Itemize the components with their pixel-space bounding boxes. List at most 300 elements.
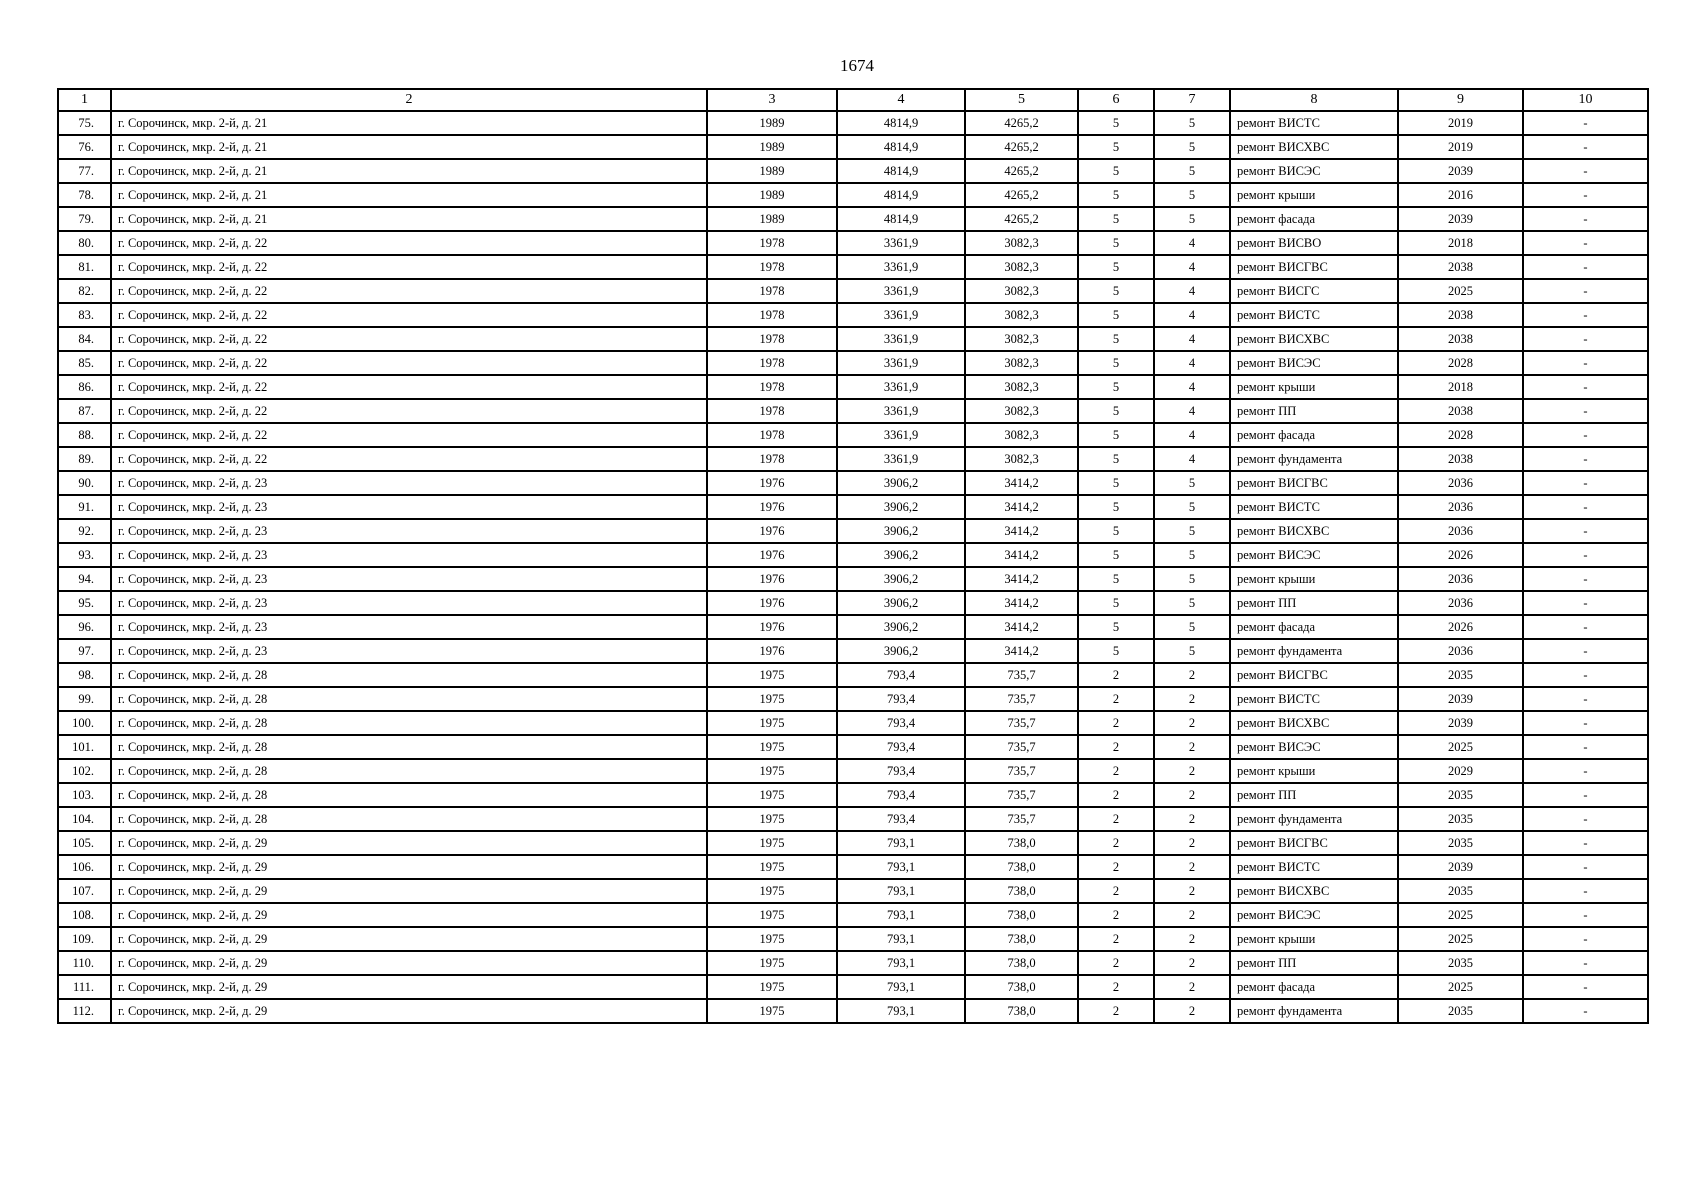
planned-year-cell: 2038: [1398, 399, 1523, 423]
residential-area-cell: 3414,2: [965, 567, 1078, 591]
total-area-cell: 3361,9: [837, 303, 965, 327]
floors-cell: 5: [1078, 183, 1154, 207]
table-row: [58, 327, 1648, 351]
residential-area-cell: 735,7: [965, 711, 1078, 735]
floors-cell: 2: [1078, 783, 1154, 807]
cell-10-cell: -: [1523, 975, 1648, 999]
column-header-5: 5: [965, 89, 1078, 111]
cell-10-cell: -: [1523, 327, 1648, 351]
entrances-cell: 2: [1154, 807, 1230, 831]
table-row: [58, 495, 1648, 519]
work-type-cell: ремонт фундамента: [1230, 807, 1398, 831]
residential-area-cell: 735,7: [965, 663, 1078, 687]
planned-year-cell: 2018: [1398, 231, 1523, 255]
table-row: [58, 879, 1648, 903]
table-row: [58, 807, 1648, 831]
residential-area-cell: 3414,2: [965, 519, 1078, 543]
planned-year-cell: 2025: [1398, 903, 1523, 927]
planned-year-cell: 2016: [1398, 183, 1523, 207]
row-number-cell: 110.: [58, 951, 111, 975]
year-built-cell: 1975: [707, 735, 837, 759]
residential-area-cell: 4265,2: [965, 183, 1078, 207]
planned-year-cell: 2039: [1398, 711, 1523, 735]
work-type-cell: ремонт крыши: [1230, 567, 1398, 591]
work-type-cell: ремонт ВИСТС: [1230, 495, 1398, 519]
floors-cell: 2: [1078, 687, 1154, 711]
year-built-cell: 1975: [707, 927, 837, 951]
row-number-cell: 105.: [58, 831, 111, 855]
residential-area-cell: 3414,2: [965, 639, 1078, 663]
floors-cell: 5: [1078, 255, 1154, 279]
cell-10-cell: -: [1523, 999, 1648, 1023]
entrances-cell: 5: [1154, 615, 1230, 639]
header-row: [58, 89, 1648, 111]
planned-year-cell: 2036: [1398, 591, 1523, 615]
column-header-3: 3: [707, 89, 837, 111]
table-row: [58, 279, 1648, 303]
floors-cell: 5: [1078, 399, 1154, 423]
work-type-cell: ремонт ВИСГС: [1230, 279, 1398, 303]
floors-cell: 5: [1078, 471, 1154, 495]
planned-year-cell: 2038: [1398, 303, 1523, 327]
year-built-cell: 1976: [707, 543, 837, 567]
planned-year-cell: 2025: [1398, 927, 1523, 951]
floors-cell: 2: [1078, 831, 1154, 855]
total-area-cell: 3361,9: [837, 399, 965, 423]
floors-cell: 5: [1078, 591, 1154, 615]
cell-10-cell: -: [1523, 855, 1648, 879]
column-header-1: 1: [58, 89, 111, 111]
planned-year-cell: 2039: [1398, 207, 1523, 231]
table-row: [58, 735, 1648, 759]
entrances-cell: 2: [1154, 687, 1230, 711]
cell-10-cell: -: [1523, 351, 1648, 375]
entrances-cell: 4: [1154, 303, 1230, 327]
work-type-cell: ремонт ВИСТС: [1230, 111, 1398, 135]
entrances-cell: 5: [1154, 591, 1230, 615]
total-area-cell: 3361,9: [837, 447, 965, 471]
cell-10-cell: -: [1523, 903, 1648, 927]
residential-area-cell: 3082,3: [965, 423, 1078, 447]
planned-year-cell: 2035: [1398, 663, 1523, 687]
entrances-cell: 2: [1154, 879, 1230, 903]
row-number-cell: 112.: [58, 999, 111, 1023]
row-number-cell: 90.: [58, 471, 111, 495]
planned-year-cell: 2035: [1398, 999, 1523, 1023]
table-row: [58, 687, 1648, 711]
work-type-cell: ремонт ВИСТС: [1230, 687, 1398, 711]
year-built-cell: 1978: [707, 447, 837, 471]
total-area-cell: 793,1: [837, 855, 965, 879]
year-built-cell: 1978: [707, 351, 837, 375]
entrances-cell: 5: [1154, 111, 1230, 135]
year-built-cell: 1975: [707, 831, 837, 855]
row-number-cell: 111.: [58, 975, 111, 999]
total-area-cell: 3361,9: [837, 231, 965, 255]
residential-area-cell: 4265,2: [965, 135, 1078, 159]
table-body: [58, 111, 1648, 1023]
residential-area-cell: 738,0: [965, 927, 1078, 951]
entrances-cell: 5: [1154, 135, 1230, 159]
row-number-cell: 75.: [58, 111, 111, 135]
address-cell: г. Сорочинск, мкр. 2-й, д. 21: [111, 207, 707, 231]
year-built-cell: 1989: [707, 111, 837, 135]
floors-cell: 5: [1078, 135, 1154, 159]
table-row: [58, 951, 1648, 975]
table-row: [58, 255, 1648, 279]
year-built-cell: 1975: [707, 687, 837, 711]
entrances-cell: 2: [1154, 663, 1230, 687]
row-number-cell: 92.: [58, 519, 111, 543]
residential-area-cell: 3082,3: [965, 351, 1078, 375]
planned-year-cell: 2025: [1398, 279, 1523, 303]
work-type-cell: ремонт ВИСХВС: [1230, 711, 1398, 735]
row-number-cell: 109.: [58, 927, 111, 951]
floors-cell: 5: [1078, 543, 1154, 567]
table-row: [58, 855, 1648, 879]
row-number-cell: 86.: [58, 375, 111, 399]
planned-year-cell: 2038: [1398, 327, 1523, 351]
address-cell: г. Сорочинск, мкр. 2-й, д. 22: [111, 327, 707, 351]
residential-area-cell: 3082,3: [965, 303, 1078, 327]
residential-area-cell: 735,7: [965, 783, 1078, 807]
cell-10-cell: -: [1523, 423, 1648, 447]
work-type-cell: ремонт ВИСХВС: [1230, 135, 1398, 159]
floors-cell: 2: [1078, 975, 1154, 999]
year-built-cell: 1978: [707, 279, 837, 303]
entrances-cell: 2: [1154, 711, 1230, 735]
total-area-cell: 3906,2: [837, 543, 965, 567]
residential-area-cell: 735,7: [965, 759, 1078, 783]
entrances-cell: 2: [1154, 903, 1230, 927]
entrances-cell: 4: [1154, 399, 1230, 423]
total-area-cell: 3361,9: [837, 423, 965, 447]
cell-10-cell: -: [1523, 159, 1648, 183]
cell-10-cell: -: [1523, 447, 1648, 471]
entrances-cell: 2: [1154, 999, 1230, 1023]
work-type-cell: ремонт ВИСХВС: [1230, 879, 1398, 903]
residential-area-cell: 3082,3: [965, 447, 1078, 471]
cell-10-cell: -: [1523, 951, 1648, 975]
work-type-cell: ремонт фасада: [1230, 615, 1398, 639]
entrances-cell: 5: [1154, 543, 1230, 567]
row-number-cell: 91.: [58, 495, 111, 519]
residential-area-cell: 3414,2: [965, 471, 1078, 495]
table-row: [58, 423, 1648, 447]
cell-10-cell: -: [1523, 831, 1648, 855]
column-header-6: 6: [1078, 89, 1154, 111]
planned-year-cell: 2026: [1398, 615, 1523, 639]
cell-10-cell: -: [1523, 735, 1648, 759]
planned-year-cell: 2025: [1398, 735, 1523, 759]
work-type-cell: ремонт ВИСГВС: [1230, 255, 1398, 279]
entrances-cell: 4: [1154, 231, 1230, 255]
entrances-cell: 4: [1154, 447, 1230, 471]
table-row: [58, 351, 1648, 375]
address-cell: г. Сорочинск, мкр. 2-й, д. 22: [111, 303, 707, 327]
cell-10-cell: -: [1523, 183, 1648, 207]
floors-cell: 5: [1078, 423, 1154, 447]
table-row: [58, 375, 1648, 399]
column-header-9: 9: [1398, 89, 1523, 111]
planned-year-cell: 2035: [1398, 831, 1523, 855]
table-row: [58, 975, 1648, 999]
table-row: [58, 711, 1648, 735]
floors-cell: 5: [1078, 567, 1154, 591]
residential-area-cell: 3082,3: [965, 375, 1078, 399]
column-header-2: 2: [111, 89, 707, 111]
year-built-cell: 1975: [707, 975, 837, 999]
work-type-cell: ремонт фасада: [1230, 207, 1398, 231]
entrances-cell: 2: [1154, 759, 1230, 783]
cell-10-cell: -: [1523, 879, 1648, 903]
planned-year-cell: 2036: [1398, 639, 1523, 663]
row-number-cell: 82.: [58, 279, 111, 303]
year-built-cell: 1978: [707, 399, 837, 423]
cell-10-cell: -: [1523, 567, 1648, 591]
address-cell: г. Сорочинск, мкр. 2-й, д. 22: [111, 447, 707, 471]
floors-cell: 5: [1078, 351, 1154, 375]
total-area-cell: 3906,2: [837, 567, 965, 591]
entrances-cell: 4: [1154, 327, 1230, 351]
address-cell: г. Сорочинск, мкр. 2-й, д. 28: [111, 759, 707, 783]
total-area-cell: 793,1: [837, 831, 965, 855]
cell-10-cell: -: [1523, 279, 1648, 303]
total-area-cell: 3906,2: [837, 639, 965, 663]
row-number-cell: 84.: [58, 327, 111, 351]
year-built-cell: 1975: [707, 783, 837, 807]
total-area-cell: 793,4: [837, 711, 965, 735]
total-area-cell: 793,4: [837, 783, 965, 807]
table-row: [58, 999, 1648, 1023]
planned-year-cell: 2038: [1398, 447, 1523, 471]
total-area-cell: 4814,9: [837, 159, 965, 183]
work-type-cell: ремонт крыши: [1230, 759, 1398, 783]
work-type-cell: ремонт ВИСГВС: [1230, 471, 1398, 495]
entrances-cell: 5: [1154, 183, 1230, 207]
row-number-cell: 94.: [58, 567, 111, 591]
cell-10-cell: -: [1523, 687, 1648, 711]
column-header-4: 4: [837, 89, 965, 111]
year-built-cell: 1976: [707, 615, 837, 639]
total-area-cell: 3361,9: [837, 255, 965, 279]
entrances-cell: 2: [1154, 831, 1230, 855]
work-type-cell: ремонт крыши: [1230, 927, 1398, 951]
planned-year-cell: 2019: [1398, 111, 1523, 135]
planned-year-cell: 2036: [1398, 471, 1523, 495]
address-cell: г. Сорочинск, мкр. 2-й, д. 22: [111, 279, 707, 303]
floors-cell: 5: [1078, 447, 1154, 471]
work-type-cell: ремонт ВИСЭС: [1230, 903, 1398, 927]
row-number-cell: 79.: [58, 207, 111, 231]
entrances-cell: 2: [1154, 735, 1230, 759]
entrances-cell: 4: [1154, 423, 1230, 447]
entrances-cell: 4: [1154, 255, 1230, 279]
address-cell: г. Сорочинск, мкр. 2-й, д. 23: [111, 519, 707, 543]
floors-cell: 5: [1078, 303, 1154, 327]
table-row: [58, 159, 1648, 183]
floors-cell: 5: [1078, 519, 1154, 543]
cell-10-cell: -: [1523, 711, 1648, 735]
residential-area-cell: 3082,3: [965, 255, 1078, 279]
row-number-cell: 87.: [58, 399, 111, 423]
floors-cell: 5: [1078, 159, 1154, 183]
work-type-cell: ремонт ВИСВО: [1230, 231, 1398, 255]
total-area-cell: 793,1: [837, 999, 965, 1023]
cell-10-cell: -: [1523, 303, 1648, 327]
work-type-cell: ремонт ПП: [1230, 951, 1398, 975]
total-area-cell: 793,1: [837, 903, 965, 927]
work-type-cell: ремонт ВИСЭС: [1230, 735, 1398, 759]
address-cell: г. Сорочинск, мкр. 2-й, д. 23: [111, 471, 707, 495]
address-cell: г. Сорочинск, мкр. 2-й, д. 21: [111, 183, 707, 207]
floors-cell: 2: [1078, 879, 1154, 903]
residential-area-cell: 4265,2: [965, 207, 1078, 231]
address-cell: г. Сорочинск, мкр. 2-й, д. 23: [111, 615, 707, 639]
floors-cell: 5: [1078, 615, 1154, 639]
total-area-cell: 3906,2: [837, 615, 965, 639]
year-built-cell: 1978: [707, 255, 837, 279]
address-cell: г. Сорочинск, мкр. 2-й, д. 28: [111, 687, 707, 711]
column-header-8: 8: [1230, 89, 1398, 111]
planned-year-cell: 2035: [1398, 783, 1523, 807]
address-cell: г. Сорочинск, мкр. 2-й, д. 22: [111, 399, 707, 423]
residential-area-cell: 735,7: [965, 735, 1078, 759]
row-number-cell: 99.: [58, 687, 111, 711]
address-cell: г. Сорочинск, мкр. 2-й, д. 23: [111, 495, 707, 519]
table-row: [58, 519, 1648, 543]
table-row: [58, 639, 1648, 663]
table-row: [58, 663, 1648, 687]
floors-cell: 2: [1078, 927, 1154, 951]
address-cell: г. Сорочинск, мкр. 2-й, д. 29: [111, 951, 707, 975]
planned-year-cell: 2026: [1398, 543, 1523, 567]
planned-year-cell: 2025: [1398, 975, 1523, 999]
address-cell: г. Сорочинск, мкр. 2-й, д. 22: [111, 375, 707, 399]
total-area-cell: 3906,2: [837, 495, 965, 519]
address-cell: г. Сорочинск, мкр. 2-й, д. 23: [111, 567, 707, 591]
table-row: [58, 783, 1648, 807]
table-row: [58, 903, 1648, 927]
planned-year-cell: 2039: [1398, 855, 1523, 879]
planned-year-cell: 2039: [1398, 159, 1523, 183]
table-row: [58, 399, 1648, 423]
total-area-cell: 793,4: [837, 759, 965, 783]
table-row: [58, 207, 1648, 231]
residential-area-cell: 3414,2: [965, 591, 1078, 615]
work-type-cell: ремонт ПП: [1230, 591, 1398, 615]
residential-area-cell: 735,7: [965, 687, 1078, 711]
entrances-cell: 5: [1154, 567, 1230, 591]
row-number-cell: 77.: [58, 159, 111, 183]
year-built-cell: 1978: [707, 327, 837, 351]
table-row: [58, 135, 1648, 159]
row-number-cell: 108.: [58, 903, 111, 927]
work-type-cell: ремонт ВИСЭС: [1230, 159, 1398, 183]
cell-10-cell: -: [1523, 783, 1648, 807]
residential-area-cell: 3082,3: [965, 231, 1078, 255]
cell-10-cell: -: [1523, 591, 1648, 615]
year-built-cell: 1975: [707, 759, 837, 783]
table-row: [58, 543, 1648, 567]
cell-10-cell: -: [1523, 135, 1648, 159]
floors-cell: 5: [1078, 375, 1154, 399]
cell-10-cell: -: [1523, 927, 1648, 951]
residential-area-cell: 4265,2: [965, 159, 1078, 183]
table-row: [58, 591, 1648, 615]
row-number-cell: 106.: [58, 855, 111, 879]
address-cell: г. Сорочинск, мкр. 2-й, д. 28: [111, 711, 707, 735]
entrances-cell: 5: [1154, 495, 1230, 519]
work-type-cell: ремонт ВИСЭС: [1230, 351, 1398, 375]
entrances-cell: 5: [1154, 159, 1230, 183]
address-cell: г. Сорочинск, мкр. 2-й, д. 23: [111, 639, 707, 663]
row-number-cell: 98.: [58, 663, 111, 687]
residential-area-cell: 738,0: [965, 855, 1078, 879]
work-type-cell: ремонт крыши: [1230, 183, 1398, 207]
year-built-cell: 1976: [707, 591, 837, 615]
year-built-cell: 1978: [707, 303, 837, 327]
address-cell: г. Сорочинск, мкр. 2-й, д. 29: [111, 999, 707, 1023]
table-row: [58, 303, 1648, 327]
address-cell: г. Сорочинск, мкр. 2-й, д. 22: [111, 351, 707, 375]
row-number-cell: 93.: [58, 543, 111, 567]
work-type-cell: ремонт фундамента: [1230, 999, 1398, 1023]
year-built-cell: 1978: [707, 231, 837, 255]
planned-year-cell: 2036: [1398, 567, 1523, 591]
planned-year-cell: 2028: [1398, 423, 1523, 447]
work-type-cell: ремонт ПП: [1230, 399, 1398, 423]
planned-year-cell: 2035: [1398, 951, 1523, 975]
address-cell: г. Сорочинск, мкр. 2-й, д. 23: [111, 543, 707, 567]
cell-10-cell: -: [1523, 111, 1648, 135]
year-built-cell: 1976: [707, 639, 837, 663]
year-built-cell: 1976: [707, 495, 837, 519]
year-built-cell: 1976: [707, 519, 837, 543]
column-header-7: 7: [1154, 89, 1230, 111]
floors-cell: 2: [1078, 903, 1154, 927]
floors-cell: 2: [1078, 663, 1154, 687]
floors-cell: 5: [1078, 207, 1154, 231]
table-row: [58, 471, 1648, 495]
row-number-cell: 89.: [58, 447, 111, 471]
work-type-cell: ремонт ВИСТС: [1230, 855, 1398, 879]
residential-area-cell: 738,0: [965, 975, 1078, 999]
entrances-cell: 5: [1154, 639, 1230, 663]
table-row: [58, 615, 1648, 639]
planned-year-cell: 2019: [1398, 135, 1523, 159]
residential-area-cell: 3082,3: [965, 327, 1078, 351]
floors-cell: 5: [1078, 327, 1154, 351]
address-cell: г. Сорочинск, мкр. 2-й, д. 29: [111, 903, 707, 927]
year-built-cell: 1976: [707, 567, 837, 591]
total-area-cell: 4814,9: [837, 183, 965, 207]
year-built-cell: 1975: [707, 711, 837, 735]
floors-cell: 2: [1078, 951, 1154, 975]
year-built-cell: 1989: [707, 135, 837, 159]
address-cell: г. Сорочинск, мкр. 2-й, д. 29: [111, 855, 707, 879]
row-number-cell: 96.: [58, 615, 111, 639]
residential-area-cell: 3414,2: [965, 615, 1078, 639]
total-area-cell: 3906,2: [837, 471, 965, 495]
address-cell: г. Сорочинск, мкр. 2-й, д. 21: [111, 135, 707, 159]
row-number-cell: 103.: [58, 783, 111, 807]
entrances-cell: 4: [1154, 375, 1230, 399]
work-type-cell: ремонт ПП: [1230, 783, 1398, 807]
work-type-cell: ремонт ВИСТС: [1230, 303, 1398, 327]
year-built-cell: 1989: [707, 183, 837, 207]
floors-cell: 2: [1078, 855, 1154, 879]
